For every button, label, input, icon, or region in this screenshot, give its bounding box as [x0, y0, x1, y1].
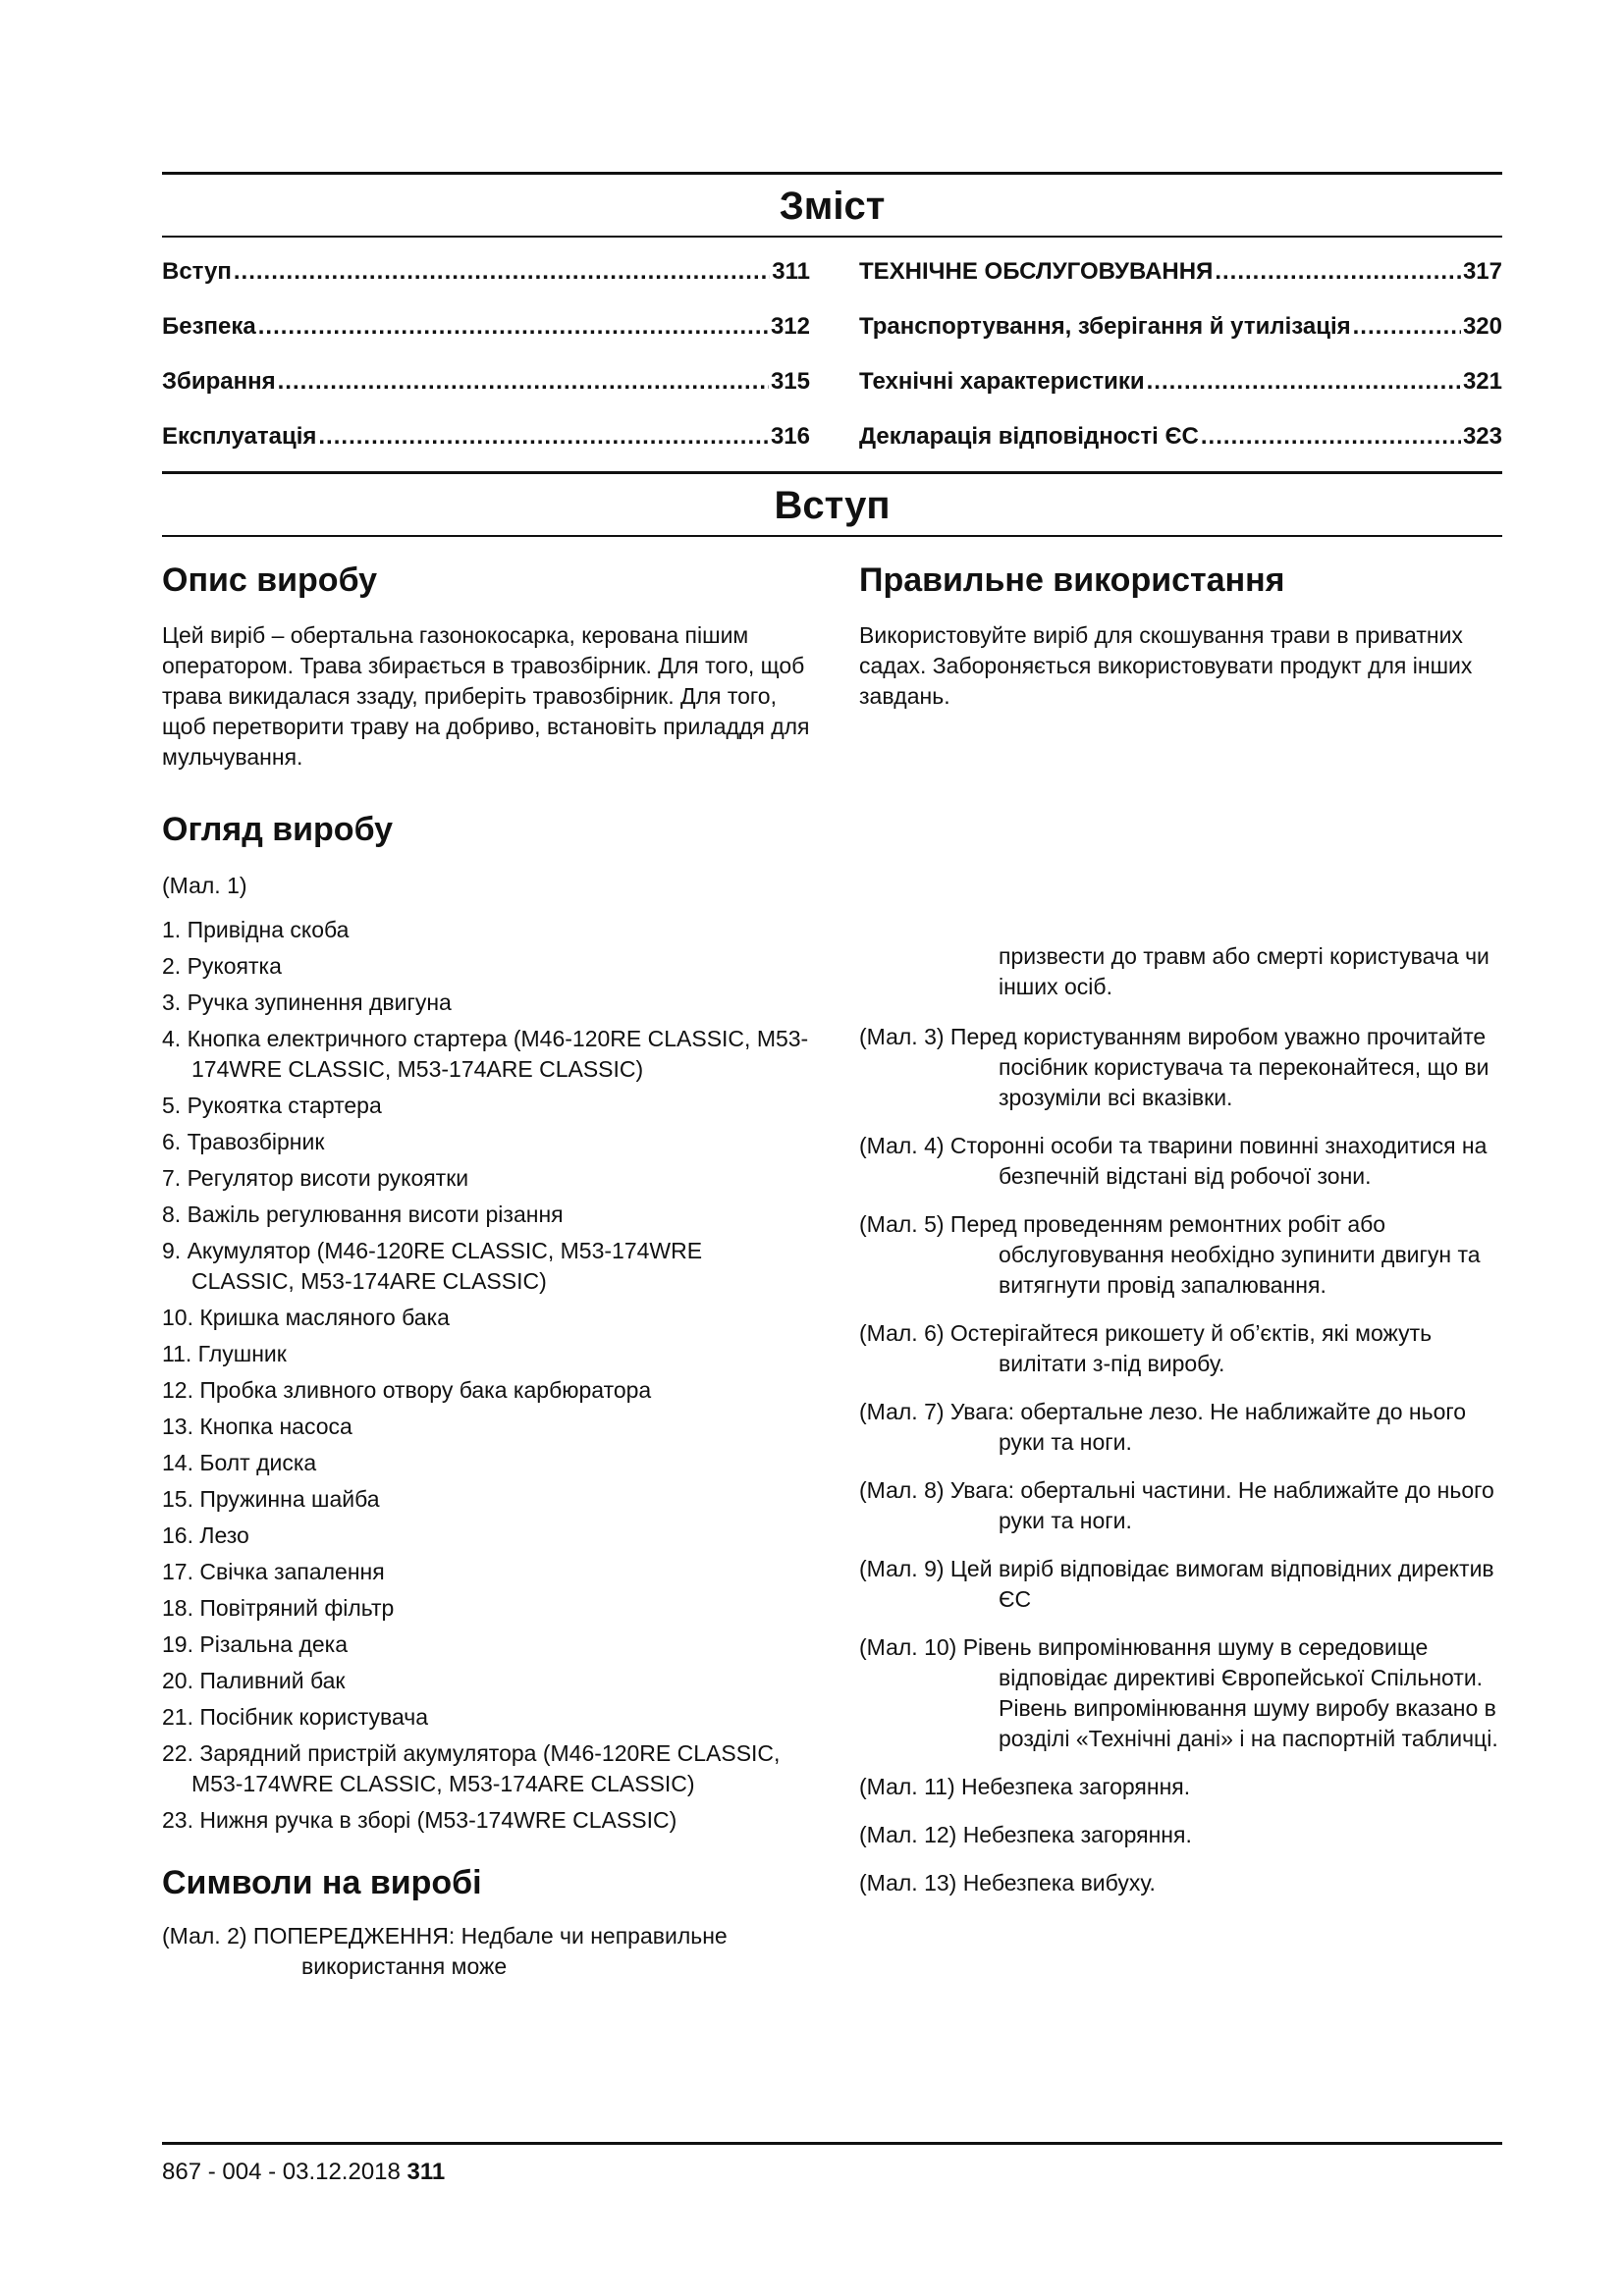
toc-entry-page: 320	[1462, 313, 1502, 340]
list-item: 6. Травозбірник	[162, 1128, 325, 1154]
left-column	[162, 562, 810, 1982]
list-item: 1. Привідна скоба	[162, 916, 350, 942]
list-item: 7. Регулятор висоти рукоятки	[162, 1164, 469, 1191]
symbol-entry: (Мал. 13) Небезпека вибуху.	[859, 1870, 1156, 1896]
intro-title-rule	[162, 535, 1502, 537]
toc-title: Зміст	[779, 185, 886, 228]
list-item: 19. Різальна дека	[162, 1630, 349, 1657]
toc-right-column	[859, 255, 1502, 454]
right-column	[859, 562, 1502, 1982]
toc-entry[interactable]	[162, 365, 810, 399]
toc-entry-page: 317	[1462, 258, 1502, 285]
list-item: 21. Посібник користувача	[162, 1703, 429, 1730]
symbol-entry: (Мал. 9) Цей виріб відповідає вимогам відповідних директив ЄС	[859, 1556, 1494, 1613]
toc-entry-page: 316	[770, 423, 810, 450]
symbol-entry-continuation: призвести до травм або смерті користувача чи інших осіб.	[999, 943, 1489, 1000]
intro-body	[162, 562, 1502, 1982]
toc-entry[interactable]	[162, 310, 810, 344]
toc-entry[interactable]	[859, 255, 1502, 289]
toc-leader	[1215, 255, 1461, 289]
symbol-entry: (Мал. 3) Перед користуванням виробом уважно прочитайте посібник користувача та переконайтеся, що ви зрозуміли всі вказівки.	[859, 1024, 1489, 1111]
list-item: 15. Пружинна шайба	[162, 1485, 380, 1512]
symbol-entry: (Мал. 4) Сторонні особи та тварини повинні знаходитися на безпечній відстані від робочої зони.	[859, 1133, 1488, 1190]
toc-leader	[1353, 310, 1461, 344]
list-item: 11. Глушник	[162, 1340, 287, 1366]
toc-leader	[1147, 365, 1461, 399]
list-item: 12. Пробка зливного отвору бака карбюратора	[162, 1376, 652, 1403]
toc-entry-title: Безпека	[162, 313, 256, 340]
toc-entry[interactable]	[859, 310, 1502, 344]
symbols-heading: Символи на виробі	[162, 1863, 482, 1901]
footer-rule	[162, 2142, 1502, 2145]
list-item: 5. Рукоятка стартера	[162, 1092, 382, 1118]
overview-list	[162, 915, 810, 1836]
toc-entry-title: Вступ	[162, 258, 232, 285]
doc-reference: 867 - 004 - 03.12.2018	[162, 2159, 401, 2185]
list-item: 3. Ручка зупинення двигуна	[162, 988, 452, 1015]
toc-leader	[1201, 420, 1461, 454]
intro-title: Вступ	[774, 484, 891, 527]
symbol-entry: (Мал. 12) Небезпека загоряння.	[859, 1822, 1192, 1848]
list-item: 18. Повітряний фільтр	[162, 1594, 395, 1621]
page-content	[162, 172, 1502, 1982]
symbol-entry: (Мал. 5) Перед проведенням ремонтних робіт або обслуговування необхідно зупинити двигун та витягнути провід запалювання.	[859, 1211, 1481, 1299]
product-description-text: Цей виріб – обертальна газонокосарка, керована пішим оператором. Трава збирається в травозбірник. Для того, щоб трава викидалася ззаду, приберіть травозбірник. Для того, щоб перетворити траву на добриво, встановіть приладдя для мульчування.	[162, 622, 810, 771]
list-item: 20. Паливний бак	[162, 1667, 346, 1693]
toc-entry[interactable]	[859, 420, 1502, 454]
toc-entry-title: Технічні характеристики	[859, 368, 1145, 395]
toc-entry-page: 315	[770, 368, 810, 395]
table-of-contents	[162, 238, 1502, 471]
overview-figure-ref: (Мал. 1)	[162, 872, 247, 898]
toc-entry[interactable]	[162, 420, 810, 454]
toc-left-column	[162, 255, 810, 454]
toc-entry[interactable]	[162, 255, 810, 289]
symbol-entry: (Мал. 8) Увага: обертальні частини. Не наближайте до нього руки та ноги.	[859, 1477, 1494, 1534]
proper-use-heading: Правильне використання	[859, 561, 1285, 599]
toc-leader	[318, 420, 769, 454]
page-footer	[162, 2142, 1502, 2186]
toc-entry-title: Транспортування, зберігання й утилізація	[859, 313, 1351, 340]
symbol-entry: (Мал. 11) Небезпека загоряння.	[859, 1774, 1191, 1800]
toc-entry-page: 311	[772, 258, 810, 285]
list-item: 4. Кнопка електричного стартера (M46-120RE CLASSIC, M53-174WRE CLASSIC, M53-174ARE CLASSIC)	[162, 1025, 809, 1082]
symbol-entry: (Мал. 6) Остерігайтеся рикошету й об’єктів, які можуть вилітати з-під виробу.	[859, 1320, 1433, 1377]
list-item: 16. Лезо	[162, 1522, 249, 1548]
toc-entry-page: 312	[770, 313, 810, 340]
toc-leader	[234, 255, 770, 289]
list-item: 10. Кришка масляного бака	[162, 1304, 450, 1330]
toc-leader	[278, 365, 769, 399]
list-item: 8. Важіль регулювання висоти різання	[162, 1201, 564, 1227]
list-item: 9. Акумулятор (M46-120RE CLASSIC, M53-174WRE CLASSIC, M53-174ARE CLASSIC)	[162, 1237, 703, 1294]
toc-entry-page: 321	[1462, 368, 1502, 395]
list-item: 2. Рукоятка	[162, 952, 282, 979]
list-item: 13. Кнопка насоса	[162, 1413, 352, 1439]
page-number: 311	[406, 2159, 446, 2185]
toc-leader	[258, 310, 769, 344]
list-item: 14. Болт диска	[162, 1449, 317, 1475]
product-description-heading: Опис виробу	[162, 561, 378, 599]
toc-entry[interactable]	[859, 365, 1502, 399]
list-item: 17. Свічка запалення	[162, 1558, 385, 1584]
list-item: 23. Нижня ручка в зборі (M53-174WRE CLASSIC)	[162, 1806, 677, 1833]
proper-use-text: Використовуйте виріб для скошування трави в приватних садах. Забороняється використовувати продукт для інших завдань.	[859, 622, 1473, 710]
symbol-entry: (Мал. 7) Увага: обертальне лезо. Не наближайте до нього руки та ноги.	[859, 1399, 1467, 1456]
toc-entry-page: 323	[1462, 423, 1502, 450]
toc-entry-title: ТЕХНІЧНЕ ОБСЛУГОВУВАННЯ	[859, 258, 1214, 285]
symbol-list	[859, 1022, 1502, 1898]
toc-entry-title: Збирання	[162, 368, 276, 395]
symbol-entry: (Мал. 2) ПОПЕРЕДЖЕННЯ: Недбале чи неправильне використання може	[162, 1923, 728, 1980]
symbols-continued	[859, 941, 1502, 1898]
toc-entry-title: Експлуатація	[162, 423, 317, 450]
product-overview-heading: Огляд виробу	[162, 811, 394, 849]
toc-entry-title: Декларація відповідності ЄС	[859, 423, 1199, 450]
list-item: 22. Зарядний пристрій акумулятора (M46-120RE CLASSIC, M53-174WRE CLASSIC, M53-174ARE CLASSIC)	[162, 1739, 781, 1796]
symbol-entry: (Мал. 10) Рівень випромінювання шуму в середовище відповідає директиві Європейської Спільноти. Рівень випромінювання шуму виробу вказано в розділі «Технічні дані» і на паспортній табличці.	[859, 1634, 1498, 1752]
footer-text	[162, 2159, 1502, 2186]
